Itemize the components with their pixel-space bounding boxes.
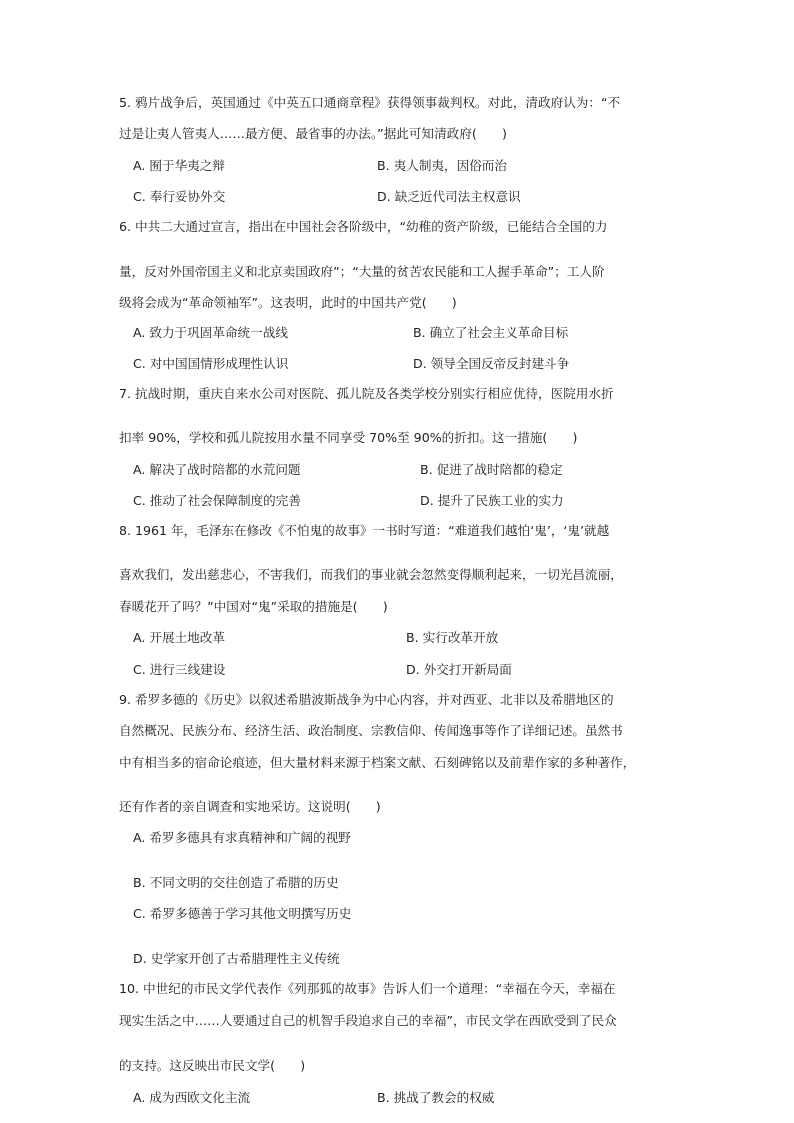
option-b: B. 夷人制夷，因俗而治 — [377, 158, 507, 173]
question-stem-line: 6. 中共二大通过宣言，指出在中国社会各阶级中，“幼稚的资产阶级，已能结合全国的力 — [119, 219, 608, 234]
question-stem-line: 的支持。这反映出市民文学( ) — [119, 1058, 306, 1073]
option-a: A. 成为西欧文化主流 — [133, 1090, 251, 1105]
option-c: C. 对中国国情形成理性认识 — [133, 356, 289, 371]
option-b: B. 实行改革开放 — [406, 630, 499, 645]
question-stem-line: 还有作者的亲自调查和实地采访。这说明( ) — [119, 799, 381, 814]
option-d: D. 领导全国反帝反封建斗争 — [413, 356, 570, 371]
option-a: A. 囿于华夷之辩 — [133, 158, 225, 173]
option-a: A. 开展土地改革 — [133, 630, 225, 645]
question-stem-line: 8. 1961 年，毛泽东在修改《不怕鬼的故事》一书时写道：“难道我们越怕‘鬼’，‘鬼’就越 — [119, 523, 610, 538]
option-b: B. 不同文明的交往创造了希腊的历史 — [133, 875, 339, 890]
option-c: C. 进行三线建设 — [133, 662, 226, 677]
question-stem-line: 9. 希罗多德的《历史》以叙述希腊波斯战争为中心内容，并对西亚、北非以及希腊地区的 — [119, 692, 614, 707]
option-d: D. 外交打开新局面 — [406, 662, 512, 677]
option-d: D. 提升了民族工业的实力 — [420, 493, 564, 508]
question-stem-line: 自然概况、民族分布、经济生活、政治制度、宗教信仰、传闻逸事等作了详细记述。虽然书 — [119, 723, 623, 738]
option-b: B. 确立了社会主义革命目标 — [413, 325, 569, 340]
question-stem-line: 现实生活之中……人要通过自己的机智手段追求自己的幸福”，市民文学在西欧受到了民众 — [119, 1013, 617, 1028]
question-stem-line: 过是让夷人管夷人……最方便、最省事的办法。”据此可知清政府( ) — [119, 126, 507, 141]
question-stem-line: 量，反对外国帝国主义和北京卖国政府”；“大量的贫苦农民能和工人握手革命”；工人阶 — [119, 264, 605, 279]
option-c: C. 奉行妥协外交 — [133, 189, 226, 204]
option-b: B. 促进了战时陪都的稳定 — [420, 462, 563, 477]
option-c: C. 希罗多德善于学习其他文明撰写历史 — [133, 906, 352, 921]
option-c: C. 推动了社会保障制度的完善 — [133, 493, 301, 508]
option-b: B. 挑战了教会的权威 — [377, 1090, 495, 1105]
option-d: D. 缺乏近代司法主权意识 — [377, 189, 521, 204]
option-a: A. 解决了战时陪都的水荒问题 — [133, 462, 301, 477]
question-stem-line: 5. 鸦片战争后，英国通过《中英五口通商章程》获得领事裁判权。对此，清政府认为：“不 — [119, 95, 621, 110]
question-stem-line: 7. 抗战时期，重庆自来水公司对医院、孤儿院及各类学校分别实行相应优待，医院用水折 — [119, 386, 614, 401]
question-stem-line: 10. 中世纪的市民文学代表作《列那狐的故事》告诉人们一个道理：“幸福在今天，幸福在 — [119, 981, 616, 996]
option-a: A. 希罗多德具有求真精神和广阔的视野 — [133, 830, 351, 845]
option-d: D. 史学家开创了古希腊理性主义传统 — [133, 951, 340, 966]
question-stem-line: 春暖花开了吗？”中国对“鬼”采取的措施是( ) — [119, 599, 388, 614]
question-stem-line: 中有相当多的宿命论痕迹，但大量材料来源于档案文献、石刻碑铭以及前辈作家的多种著作， — [119, 755, 636, 770]
question-stem-line: 扣率 90%，学校和孤儿院按用水量不同享受 70%至 90%的折扣。这一措施( ) — [119, 430, 578, 445]
question-stem-line: 喜欢我们，发出慈悲心，不害我们，而我们的事业就会忽然变得顺利起来，一切光昌流丽， — [119, 567, 623, 582]
option-a: A. 致力于巩固革命统一战线 — [133, 325, 288, 340]
question-stem-line: 级将会成为“革命领袖军”。这表明，此时的中国共产党( ) — [119, 295, 457, 310]
